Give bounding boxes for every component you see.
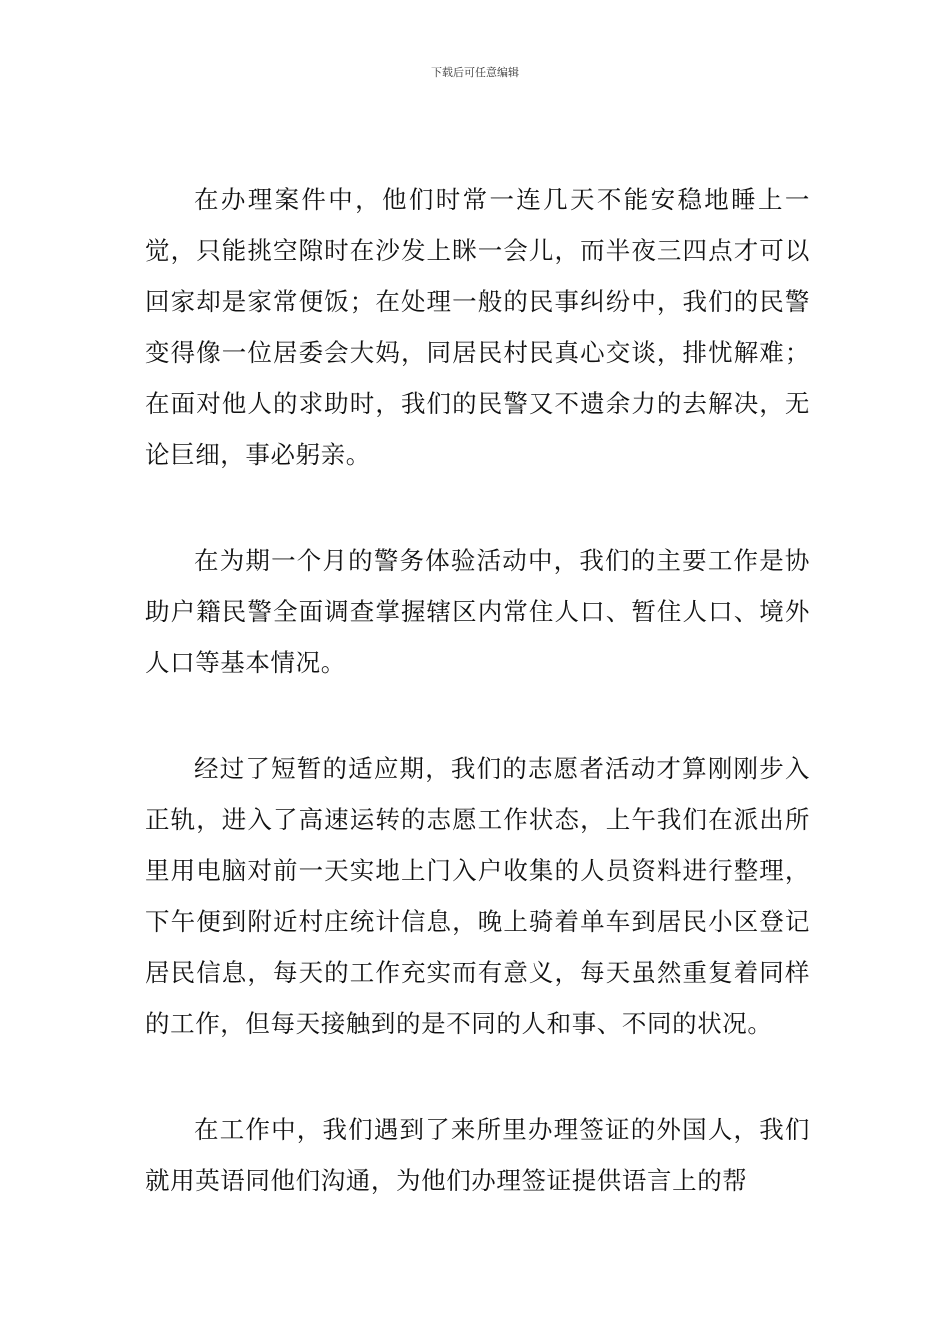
paragraph: 在工作中，我们遇到了来所里办理签证的外国人，我们就用英语同他们沟通，为他们办理签证提供语言上的帮	[145, 1115, 810, 1195]
document-body	[145, 174, 810, 1261]
paragraph: 经过了短暂的适应期，我们的志愿者活动才算刚刚步入正轨，进入了高速运转的志愿工作状态，上午我们在派出所里用电脑对前一天实地上门入户收集的人员资料进行整理，下午便到附近村庄统计信息，晚上骑着单车到居民小区登记居民信息，每天的工作充实而有意义，每天虽然重复着同样的工作，但每天接触到的是不同的人和事、不同的状况。	[145, 754, 810, 1038]
paragraph: 在为期一个月的警务体验活动中，我们的主要工作是协助户籍民警全面调查掌握辖区内常住人口、暂住人口、境外人口等基本情况。	[145, 546, 810, 677]
paragraph: 在办理案件中，他们时常一连几天不能安稳地睡上一觉，只能挑空隙时在沙发上眯一会儿，而半夜三四点才可以回家却是家常便饭；在处理一般的民事纠纷中，我们的民警变得像一位居委会大妈，同居民村民真心交谈，排忧解难；在面对他人的求助时，我们的民警又不遗余力的去解决，无论巨细，事必躬亲。	[145, 185, 810, 469]
page-header: 下载后可任意编辑	[431, 66, 519, 79]
